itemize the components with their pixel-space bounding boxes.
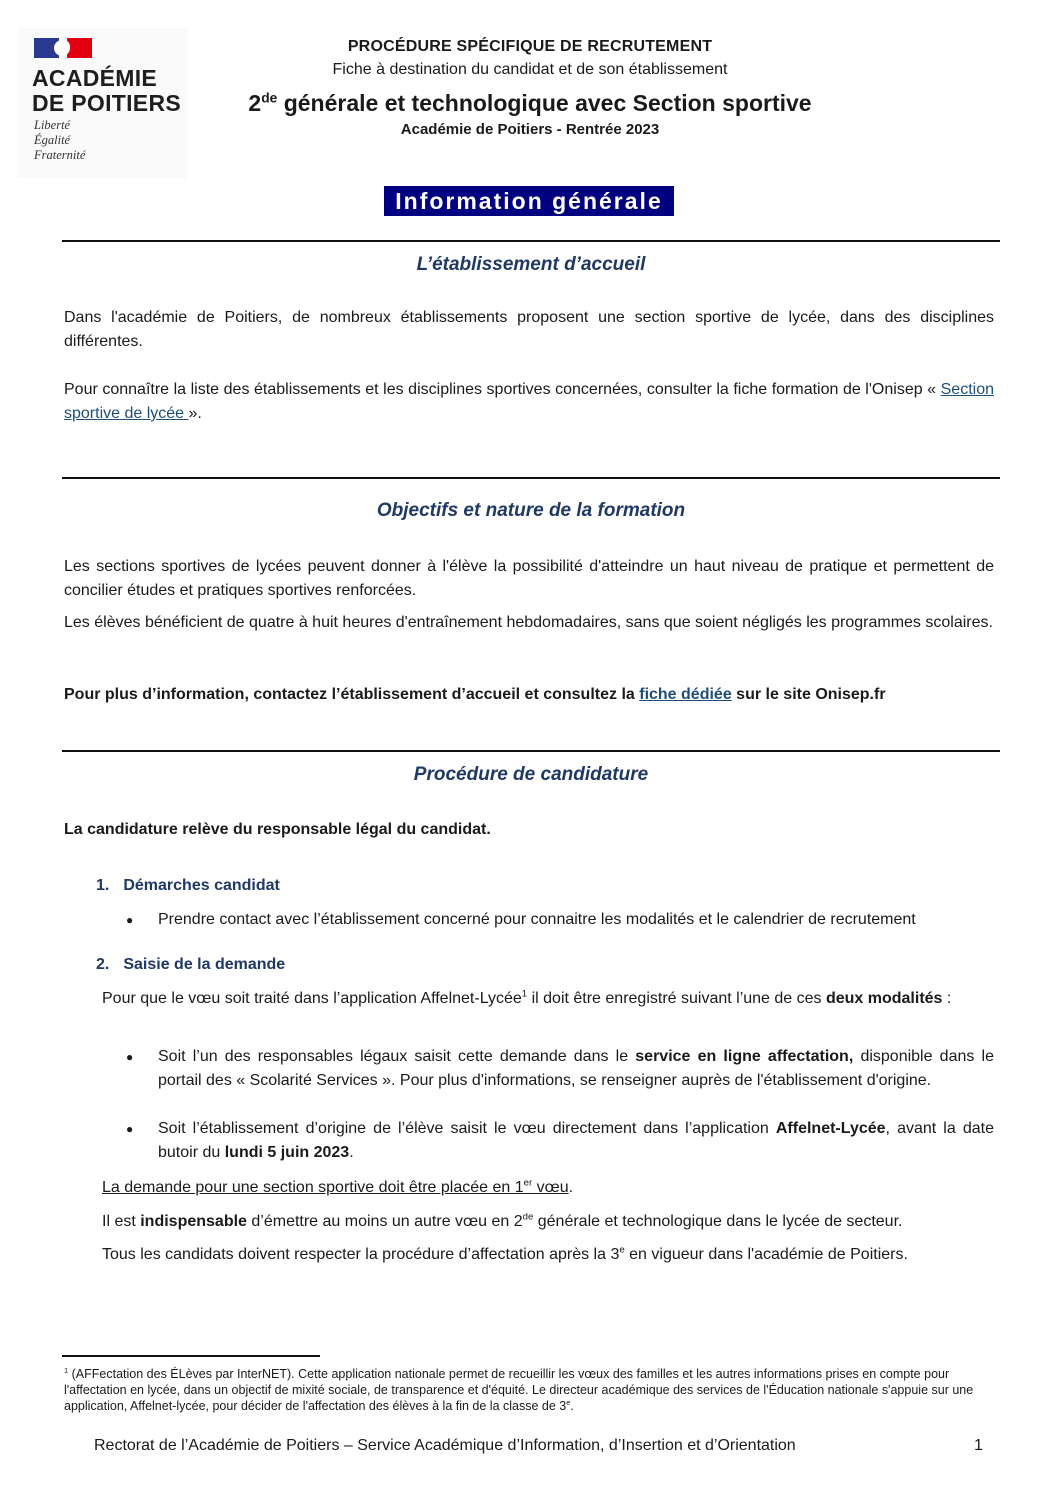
footnote-divider	[62, 1355, 320, 1357]
bullet-icon: ●	[126, 1050, 134, 1064]
document-subtitle: Fiche à destination du candidat et de son établissement	[332, 61, 728, 78]
section-title-procedure: Procédure de candidature	[413, 764, 649, 785]
paragraph: Dans l'académie de Poitiers, de nombreux établissements proposent une section sportive de lycée, dans des disciplines différentes.	[64, 309, 994, 350]
divider	[62, 750, 1000, 752]
list-item: ● Soit l’un des responsables légaux saisit cette demande dans le service en ligne affectation, disponible dans le portail des « Scolarité Services ». Pour plus d'informations, se renseigner auprès de l'établissement d'origine.	[102, 1045, 994, 1093]
procedure-heading: PROCÉDURE SPÉCIFIQUE DE RECRUTEMENT	[347, 38, 713, 55]
onisep-section-link[interactable]: Section sportive de lycée	[64, 381, 994, 422]
paragraph: Pour plus d’information, contactez l’établissement d’accueil et consultez la fiche dédiée sur le site Onisep.fr	[64, 686, 886, 703]
page-footer: Rectorat de l’Académie de Poitiers – Service Académique d’Information, d’Insertion et d’Orientation	[94, 1437, 796, 1454]
step-2-heading: 2. Saisie de la demande	[96, 956, 286, 973]
paragraph: Pour connaître la liste des établissements et les disciplines sportives concernées, consulter la fiche formation de l'Onisep « Section sportive de lycée ».	[64, 381, 994, 422]
divider	[62, 240, 1000, 242]
marianne-flag-icon	[34, 38, 92, 58]
paragraph: Les sections sportives de lycées peuvent donner à l'élève la possibilité d'atteindre un haut niveau de pratique et permettent de concilier études et pratiques sportives renforcées.	[64, 558, 994, 599]
logo-motto: Liberté Égalité Fraternité	[34, 118, 86, 162]
page-number: 1	[974, 1437, 983, 1454]
paragraph: Pour que le vœu soit traité dans l’application Affelnet-Lycée$^1$ il doit être enregistré suivant l’une de ces deux modalités :	[102, 988, 952, 1007]
document-title: 2de générale et technologique avec Section sportive	[248, 90, 812, 116]
step-1-heading: 1. Démarches candidat	[96, 877, 280, 894]
academy-year: Académie de Poitiers - Rentrée 2023	[400, 121, 660, 138]
logo-name: ACADÉMIE DE POITIERS	[32, 65, 181, 116]
footnote: $^1$ (AFFectation des ÉLèves par InterNET). Cette application nationale permet de recueillir les vœux des familles et les autres informations prises en compte pour l'affectation en lycée, dans un objectif de mixité sociale, de transparence et d'équité. Le directeur académique des services de l'Éducation nationale s'appuie sur une application, Affelnet-lycée, pour décider de l'affectation des élèves à la fin de la classe de 3e.	[64, 1365, 974, 1413]
section-title-objectifs: Objectifs et nature de la formation	[376, 500, 686, 521]
paragraph: La candidature relève du responsable légal du candidat.	[64, 821, 491, 838]
section-title-etablissement: L’établissement d’accueil	[416, 254, 646, 275]
academie-logo	[18, 28, 188, 178]
list-item: ● Soit l’établissement d’origine de l’élève saisit le vœu directement dans l’application Affelnet-Lycée, avant la date butoir du lundi 5 juin 2023.	[102, 1117, 994, 1165]
divider	[62, 477, 1000, 479]
paragraph: Il est indispensable d’émettre au moins un autre vœu en 2de générale et technologique dans le lycée de secteur.	[102, 1211, 903, 1230]
bullet-icon: ●	[126, 913, 134, 927]
paragraph: Les élèves bénéficient de quatre à huit heures d'entraînement hebdomadaires, sans que soient négligés les programmes scolaires.	[64, 614, 993, 631]
section-banner: Information générale	[384, 186, 674, 216]
fiche-dediee-link[interactable]: fiche dédiée	[639, 686, 732, 703]
bullet-icon: ●	[126, 1122, 134, 1136]
paragraph: Tous les candidats doivent respecter la procédure d’affectation après la 3e en vigueur dans l'académie de Poitiers.	[102, 1244, 908, 1263]
list-item: ● Prendre contact avec l’établissement concerné pour connaitre les modalités et le calendrier de recrutement	[102, 908, 994, 932]
paragraph: La demande pour une section sportive doit être placée en 1er vœu.	[102, 1177, 574, 1196]
